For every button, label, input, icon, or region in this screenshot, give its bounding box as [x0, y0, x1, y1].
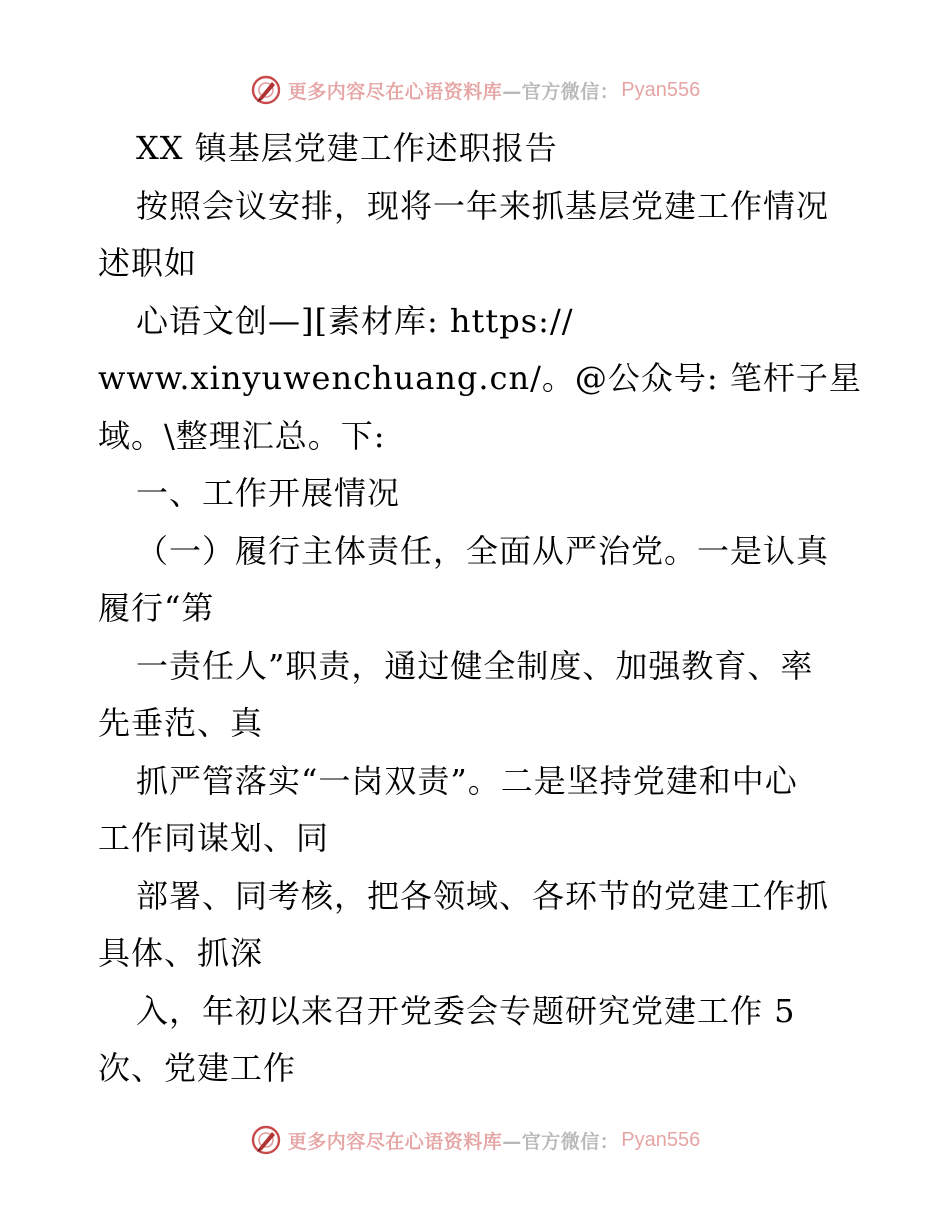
paragraph-line: 部署、同考核，把各领域、各环节的党建工作抓 [136, 876, 830, 915]
paragraph-line: 一责任人”职责，通过健全制度、加强教育、率 [136, 646, 814, 685]
pen-logo-icon [250, 1124, 282, 1156]
paragraph-line: 次、党建工作 [98, 1049, 297, 1087]
document-body [98, 120, 862, 1098]
header-watermark [0, 70, 950, 110]
paragraph-line: 心语文创—][素材库: https:// [136, 301, 574, 340]
section-heading: 一、工作开展情况 [136, 474, 401, 512]
paragraph-line: 先垂范、真 [98, 704, 264, 742]
paragraph-line: 入，年初以来召开党委会专题研究党建工作 5 [136, 991, 796, 1030]
paragraph-line: 工作同谋划、同 [98, 819, 330, 857]
document-title: XX 镇基层党建工作述职报告 [136, 129, 558, 167]
watermark-account: Pyan556 [621, 1128, 701, 1151]
pen-logo-icon [250, 74, 282, 106]
paragraph-line: 述职如 [98, 244, 198, 282]
footer-watermark [0, 1120, 950, 1160]
paragraph-line: www.xinyuwenchuang.cn/。@公众号: 笔杆子星 [98, 359, 862, 397]
watermark-text: 更多内容尽在心语资料库—官方微信： [287, 1130, 620, 1153]
paragraph-line: 履行“第 [98, 589, 215, 627]
paragraph-line: 域。\整理汇总。下: [98, 416, 386, 455]
paragraph-line: 抓严管落实“一岗双责”。二是坚持党建和中心 [136, 761, 798, 800]
watermark-text: 更多内容尽在心语资料库—官方微信： [287, 80, 620, 103]
paragraph-line: （一）履行主体责任，全面从严治党。一是认真 [136, 531, 830, 570]
paragraph-line: 具体、抓深 [98, 934, 264, 972]
paragraph-line: 按照会议安排，现将一年来抓基层党建工作情况 [136, 186, 830, 225]
watermark-account: Pyan556 [621, 78, 701, 101]
